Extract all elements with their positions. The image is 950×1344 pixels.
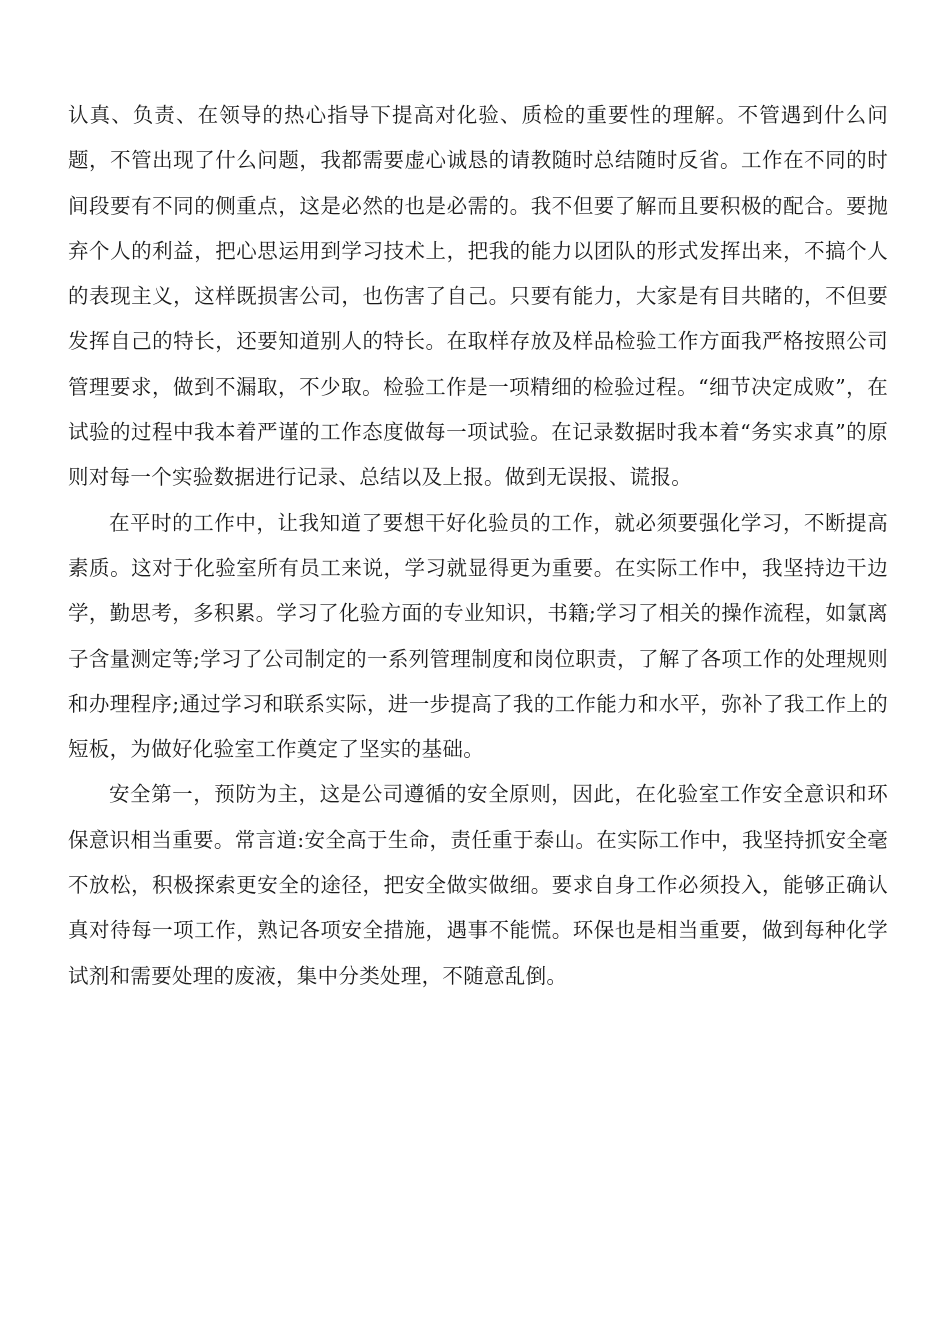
paragraph-3: 安全第一，预防为主，这是公司遵循的安全原则，因此，在化验室工作安全意识和环保意识相当重要。常言道:安全高于生命，责任重于泰山。在实际工作中，我坚持抓安全毫不放松，积极探索更安全的途径，把安全做实做细。要求自身工作必须投入，能够正确认真对待每一项工作，熟记各项安全措施，遇事不能慌。环保也是相当重要，做到每种化学试剂和需要处理的废液，集中分类处理，不随意乱倒。 <box>68 782 888 988</box>
document-body <box>68 93 888 999</box>
paragraph-1: 认真、负责、在领导的热心指导下提高对化验、质检的重要性的理解。不管遇到什么问题，不管出现了什么问题，我都需要虚心诚恳的请教随时总结随时反省。工作在不同的时间段要有不同的侧重点，这是必然的也是必需的。我不但要了解而且要积极的配合。要抛弃个人的利益，把心思运用到学习技术上，把我的能力以团队的形式发挥出来，不搞个人的表现主义，这样既损害公司，也伤害了自己。只要有能力，大家是有目共睹的，不但要发挥自己的特长，还要知道别人的特长。在取样存放及样品检验工作方面我严格按照公司管理要求，做到不漏取，不少取。检验工作是一项精细的检验过程。“细节决定成败”，在试验的过程中我本着严谨的工作态度做每一项试验。在记录数据时我本着“务实求真”的原则对每一个实验数据进行记录、总结以及上报。做到无误报、谎报。 <box>68 103 888 490</box>
paragraph-2: 在平时的工作中，让我知道了要想干好化验员的工作，就必须要强化学习，不断提高素质。这对于化验室所有员工来说，学习就显得更为重要。在实际工作中，我坚持边干边学，勤思考，多积累。学习了化验方面的专业知识，书籍;学习了相关的操作流程，如氯离子含量测定等;学习了公司制定的一系列管理制度和岗位职责，了解了各项工作的处理规则和办理程序;通过学习和联系实际，进一步提高了我的工作能力和水平，弥补了我工作上的短板，为做好化验室工作奠定了坚实的基础。 <box>68 510 888 762</box>
